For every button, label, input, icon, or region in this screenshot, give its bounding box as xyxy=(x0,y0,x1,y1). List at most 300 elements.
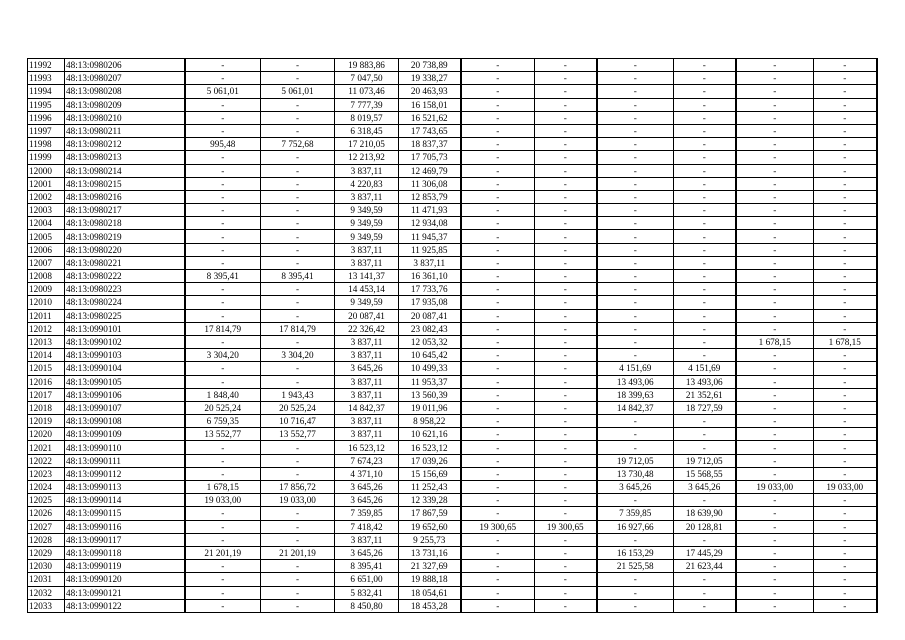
value-col-8-cell: - xyxy=(535,322,597,335)
value-col-4-cell: 5 061,01 xyxy=(261,85,335,98)
cadastral-number-cell: 48:13:0990115 xyxy=(65,507,185,520)
value-col-6-cell: 12 469,79 xyxy=(399,164,461,177)
value-col-3-cell: 17 814,79 xyxy=(185,322,261,335)
value-col-3-cell: 6 759,35 xyxy=(185,415,261,428)
value-col-3-cell: - xyxy=(185,98,261,111)
value-col-8-cell: - xyxy=(535,190,597,203)
value-col-12-cell: - xyxy=(814,454,877,467)
value-col-11-cell: - xyxy=(736,349,814,362)
row-number-cell: 11997 xyxy=(28,124,65,137)
value-col-4-cell: - xyxy=(261,111,335,124)
value-col-10-cell: 18 639,90 xyxy=(674,507,736,520)
table-row xyxy=(28,243,877,256)
value-col-12-cell: - xyxy=(814,401,877,414)
value-col-9-cell: - xyxy=(597,573,674,586)
value-col-7-cell: - xyxy=(461,217,535,230)
value-col-5-cell: 22 326,42 xyxy=(335,322,399,335)
value-col-5-cell: 7 777,39 xyxy=(335,98,399,111)
value-col-5-cell: 5 832,41 xyxy=(335,586,399,599)
cadastral-number-cell: 48:13:0980224 xyxy=(65,296,185,309)
value-col-6-cell: 21 327,69 xyxy=(399,560,461,573)
value-col-10-cell: 21 623,44 xyxy=(674,560,736,573)
value-col-3-cell: - xyxy=(185,335,261,348)
value-col-6-cell: 10 645,42 xyxy=(399,349,461,362)
value-col-10-cell: - xyxy=(674,335,736,348)
value-col-3-cell: 5 061,01 xyxy=(185,85,261,98)
value-col-11-cell: - xyxy=(736,546,814,559)
table-row xyxy=(28,401,877,414)
value-col-8-cell: - xyxy=(535,296,597,309)
value-col-9-cell: - xyxy=(597,270,674,283)
value-col-12-cell: - xyxy=(814,573,877,586)
value-col-10-cell: - xyxy=(674,270,736,283)
value-col-4-cell: - xyxy=(261,454,335,467)
cadastral-values-table xyxy=(27,58,878,613)
value-col-11-cell: - xyxy=(736,401,814,414)
row-number-cell: 12026 xyxy=(28,507,65,520)
value-col-5-cell: 3 837,11 xyxy=(335,335,399,348)
value-col-7-cell: 19 300,65 xyxy=(461,520,535,533)
table-row xyxy=(28,573,877,586)
value-col-11-cell: - xyxy=(736,520,814,533)
value-col-7-cell: - xyxy=(461,454,535,467)
value-col-11-cell: 19 033,00 xyxy=(736,481,814,494)
value-col-9-cell: - xyxy=(597,230,674,243)
row-number-cell: 12018 xyxy=(28,401,65,414)
value-col-8-cell: - xyxy=(535,138,597,151)
value-col-8-cell: - xyxy=(535,270,597,283)
value-col-3-cell: 21 201,19 xyxy=(185,546,261,559)
value-col-4-cell: - xyxy=(261,507,335,520)
value-col-3-cell: 995,48 xyxy=(185,138,261,151)
value-col-3-cell: - xyxy=(185,243,261,256)
value-col-4-cell: - xyxy=(261,599,335,612)
value-col-10-cell: - xyxy=(674,111,736,124)
value-col-3-cell: 20 525,24 xyxy=(185,401,261,414)
value-col-4-cell: - xyxy=(261,586,335,599)
value-col-5-cell: 3 645,26 xyxy=(335,494,399,507)
cadastral-number-cell: 48:13:0980215 xyxy=(65,177,185,190)
value-col-7-cell: - xyxy=(461,560,535,573)
value-col-3-cell: - xyxy=(185,190,261,203)
value-col-12-cell: 1 678,15 xyxy=(814,335,877,348)
row-number-cell: 12020 xyxy=(28,428,65,441)
table-row xyxy=(28,151,877,164)
value-col-8-cell: - xyxy=(535,362,597,375)
value-col-8-cell: - xyxy=(535,546,597,559)
value-col-10-cell: - xyxy=(674,256,736,269)
table-row xyxy=(28,59,877,72)
value-col-8-cell: - xyxy=(535,111,597,124)
value-col-7-cell: - xyxy=(461,467,535,480)
value-col-4-cell: - xyxy=(261,573,335,586)
value-col-7-cell: - xyxy=(461,573,535,586)
value-col-10-cell: - xyxy=(674,296,736,309)
value-col-5-cell: 3 837,11 xyxy=(335,533,399,546)
value-col-9-cell: - xyxy=(597,217,674,230)
value-col-10-cell: 20 128,81 xyxy=(674,520,736,533)
value-col-3-cell: - xyxy=(185,151,261,164)
table-row xyxy=(28,270,877,283)
cadastral-number-cell: 48:13:0980213 xyxy=(65,151,185,164)
value-col-11-cell: - xyxy=(736,98,814,111)
value-col-3-cell: 8 395,41 xyxy=(185,270,261,283)
cadastral-number-cell: 48:13:0990104 xyxy=(65,362,185,375)
value-col-3-cell: - xyxy=(185,599,261,612)
value-col-5-cell: 3 837,11 xyxy=(335,415,399,428)
cadastral-number-cell: 48:13:0980216 xyxy=(65,190,185,203)
value-col-10-cell: 17 445,29 xyxy=(674,546,736,559)
cadastral-number-cell: 48:13:0980225 xyxy=(65,309,185,322)
value-col-4-cell: - xyxy=(261,467,335,480)
value-col-5-cell: 3 837,11 xyxy=(335,164,399,177)
value-col-10-cell: - xyxy=(674,599,736,612)
cadastral-number-cell: 48:13:0980218 xyxy=(65,217,185,230)
value-col-4-cell: 13 552,77 xyxy=(261,428,335,441)
row-number-cell: 12030 xyxy=(28,560,65,573)
value-col-9-cell: - xyxy=(597,586,674,599)
value-col-7-cell: - xyxy=(461,533,535,546)
value-col-11-cell: - xyxy=(736,362,814,375)
row-number-cell: 12009 xyxy=(28,283,65,296)
value-col-9-cell: - xyxy=(597,98,674,111)
value-col-7-cell: - xyxy=(461,388,535,401)
value-col-12-cell: 19 033,00 xyxy=(814,481,877,494)
value-col-10-cell: 19 712,05 xyxy=(674,454,736,467)
value-col-7-cell: - xyxy=(461,401,535,414)
value-col-4-cell: - xyxy=(261,151,335,164)
value-col-7-cell: - xyxy=(461,190,535,203)
value-col-12-cell: - xyxy=(814,256,877,269)
value-col-3-cell: - xyxy=(185,309,261,322)
cadastral-number-cell: 48:13:0990110 xyxy=(65,441,185,454)
value-col-12-cell: - xyxy=(814,441,877,454)
value-col-9-cell: - xyxy=(597,204,674,217)
value-col-5-cell: 7 674,23 xyxy=(335,454,399,467)
table-row xyxy=(28,388,877,401)
value-col-3-cell: - xyxy=(185,533,261,546)
table-row xyxy=(28,560,877,573)
value-col-4-cell: 7 752,68 xyxy=(261,138,335,151)
cadastral-number-cell: 48:13:0980217 xyxy=(65,204,185,217)
cadastral-number-cell: 48:13:0990108 xyxy=(65,415,185,428)
value-col-8-cell: - xyxy=(535,59,597,72)
cadastral-number-cell: 48:13:0980210 xyxy=(65,111,185,124)
value-col-5-cell: 3 837,11 xyxy=(335,349,399,362)
value-col-9-cell: - xyxy=(597,138,674,151)
value-col-10-cell: 18 727,59 xyxy=(674,401,736,414)
value-col-9-cell: - xyxy=(597,72,674,85)
value-col-5-cell: 20 087,41 xyxy=(335,309,399,322)
value-col-7-cell: - xyxy=(461,441,535,454)
value-col-4-cell: - xyxy=(261,362,335,375)
value-col-8-cell: - xyxy=(535,507,597,520)
value-col-4-cell: 21 201,19 xyxy=(261,546,335,559)
value-col-7-cell: - xyxy=(461,309,535,322)
value-col-8-cell: - xyxy=(535,72,597,85)
value-col-9-cell: - xyxy=(597,296,674,309)
cadastral-number-cell: 48:13:0980223 xyxy=(65,283,185,296)
value-col-3-cell: - xyxy=(185,283,261,296)
value-col-7-cell: - xyxy=(461,151,535,164)
value-col-5-cell: 6 318,45 xyxy=(335,124,399,137)
row-number-cell: 12010 xyxy=(28,296,65,309)
value-col-7-cell: - xyxy=(461,85,535,98)
value-col-11-cell: - xyxy=(736,190,814,203)
table-row xyxy=(28,111,877,124)
table-row xyxy=(28,441,877,454)
value-col-5-cell: 3 837,11 xyxy=(335,428,399,441)
value-col-5-cell: 3 837,11 xyxy=(335,375,399,388)
value-col-4-cell: - xyxy=(261,72,335,85)
value-col-8-cell: - xyxy=(535,428,597,441)
value-col-3-cell: - xyxy=(185,164,261,177)
row-number-cell: 12014 xyxy=(28,349,65,362)
value-col-5-cell: 7 047,50 xyxy=(335,72,399,85)
value-col-8-cell: - xyxy=(535,415,597,428)
value-col-9-cell: - xyxy=(597,599,674,612)
value-col-8-cell: - xyxy=(535,98,597,111)
value-col-8-cell: - xyxy=(535,481,597,494)
value-col-9-cell: - xyxy=(597,322,674,335)
value-col-7-cell: - xyxy=(461,546,535,559)
row-number-cell: 12017 xyxy=(28,388,65,401)
row-number-cell: 12033 xyxy=(28,599,65,612)
value-col-12-cell: - xyxy=(814,85,877,98)
value-col-8-cell: - xyxy=(535,217,597,230)
value-col-7-cell: - xyxy=(461,349,535,362)
value-col-5-cell: 7 359,85 xyxy=(335,507,399,520)
value-col-10-cell: - xyxy=(674,283,736,296)
value-col-12-cell: - xyxy=(814,283,877,296)
value-col-3-cell: - xyxy=(185,586,261,599)
row-number-cell: 11994 xyxy=(28,85,65,98)
value-col-12-cell: - xyxy=(814,349,877,362)
value-col-12-cell: - xyxy=(814,520,877,533)
value-col-6-cell: 16 521,62 xyxy=(399,111,461,124)
value-col-10-cell: - xyxy=(674,98,736,111)
value-col-10-cell: - xyxy=(674,322,736,335)
cadastral-number-cell: 48:13:0990107 xyxy=(65,401,185,414)
cadastral-number-cell: 48:13:0990120 xyxy=(65,573,185,586)
row-number-cell: 12013 xyxy=(28,335,65,348)
value-col-4-cell: - xyxy=(261,190,335,203)
row-number-cell: 12027 xyxy=(28,520,65,533)
value-col-12-cell: - xyxy=(814,428,877,441)
value-col-9-cell: - xyxy=(597,243,674,256)
value-col-12-cell: - xyxy=(814,72,877,85)
value-col-6-cell: 19 888,18 xyxy=(399,573,461,586)
value-col-3-cell: - xyxy=(185,59,261,72)
value-col-11-cell: - xyxy=(736,164,814,177)
value-col-9-cell: - xyxy=(597,164,674,177)
value-col-6-cell: 11 945,37 xyxy=(399,230,461,243)
value-col-7-cell: - xyxy=(461,59,535,72)
value-col-4-cell: - xyxy=(261,533,335,546)
value-col-9-cell: 18 399,63 xyxy=(597,388,674,401)
value-col-9-cell: - xyxy=(597,256,674,269)
cadastral-number-cell: 48:13:0980214 xyxy=(65,164,185,177)
value-col-5-cell: 7 418,42 xyxy=(335,520,399,533)
value-col-11-cell: - xyxy=(736,85,814,98)
value-col-12-cell: - xyxy=(814,586,877,599)
value-col-11-cell: - xyxy=(736,217,814,230)
value-col-5-cell: 6 651,00 xyxy=(335,573,399,586)
value-col-10-cell: - xyxy=(674,59,736,72)
value-col-8-cell: - xyxy=(535,204,597,217)
value-col-11-cell: - xyxy=(736,599,814,612)
value-col-6-cell: 15 156,69 xyxy=(399,467,461,480)
value-col-7-cell: - xyxy=(461,428,535,441)
table-body xyxy=(28,59,877,613)
value-col-9-cell: - xyxy=(597,335,674,348)
value-col-6-cell: 18 054,61 xyxy=(399,586,461,599)
table-row xyxy=(28,507,877,520)
value-col-12-cell: - xyxy=(814,111,877,124)
value-col-4-cell: - xyxy=(261,256,335,269)
row-number-cell: 12025 xyxy=(28,494,65,507)
value-col-3-cell: - xyxy=(185,204,261,217)
value-col-10-cell: - xyxy=(674,204,736,217)
value-col-11-cell: - xyxy=(736,177,814,190)
value-col-7-cell: - xyxy=(461,375,535,388)
value-col-6-cell: 17 867,59 xyxy=(399,507,461,520)
row-number-cell: 11996 xyxy=(28,111,65,124)
value-col-3-cell: - xyxy=(185,375,261,388)
value-col-3-cell: - xyxy=(185,217,261,230)
value-col-8-cell: - xyxy=(535,177,597,190)
value-col-11-cell: - xyxy=(736,124,814,137)
table-row xyxy=(28,177,877,190)
cadastral-number-cell: 48:13:0980212 xyxy=(65,138,185,151)
value-col-11-cell: - xyxy=(736,586,814,599)
table-row xyxy=(28,586,877,599)
value-col-4-cell: 17 856,72 xyxy=(261,481,335,494)
value-col-8-cell: - xyxy=(535,124,597,137)
value-col-3-cell: 13 552,77 xyxy=(185,428,261,441)
value-col-8-cell: - xyxy=(535,375,597,388)
value-col-11-cell: 1 678,15 xyxy=(736,335,814,348)
value-col-12-cell: - xyxy=(814,546,877,559)
table-row xyxy=(28,309,877,322)
value-col-5-cell: 14 453,14 xyxy=(335,283,399,296)
row-number-cell: 12024 xyxy=(28,481,65,494)
value-col-3-cell: - xyxy=(185,296,261,309)
value-col-11-cell: - xyxy=(736,533,814,546)
value-col-10-cell: - xyxy=(674,151,736,164)
value-col-12-cell: - xyxy=(814,151,877,164)
value-col-9-cell: - xyxy=(597,349,674,362)
value-col-6-cell: 18 453,28 xyxy=(399,599,461,612)
value-col-9-cell: 4 151,69 xyxy=(597,362,674,375)
value-col-5-cell: 11 073,46 xyxy=(335,85,399,98)
value-col-4-cell: - xyxy=(261,309,335,322)
value-col-8-cell: - xyxy=(535,388,597,401)
value-col-6-cell: 8 958,22 xyxy=(399,415,461,428)
row-number-cell: 12005 xyxy=(28,230,65,243)
value-col-12-cell: - xyxy=(814,138,877,151)
table-row xyxy=(28,322,877,335)
value-col-8-cell: 19 300,65 xyxy=(535,520,597,533)
value-col-12-cell: - xyxy=(814,243,877,256)
value-col-11-cell: - xyxy=(736,415,814,428)
value-col-4-cell: 20 525,24 xyxy=(261,401,335,414)
value-col-7-cell: - xyxy=(461,177,535,190)
value-col-3-cell: - xyxy=(185,111,261,124)
value-col-9-cell: 16 927,66 xyxy=(597,520,674,533)
table-row xyxy=(28,72,877,85)
table-row xyxy=(28,481,877,494)
value-col-9-cell: 3 645,26 xyxy=(597,481,674,494)
value-col-3-cell: - xyxy=(185,454,261,467)
value-col-4-cell: - xyxy=(261,335,335,348)
value-col-3-cell: - xyxy=(185,177,261,190)
value-col-9-cell: - xyxy=(597,177,674,190)
value-col-3-cell: - xyxy=(185,573,261,586)
cadastral-number-cell: 48:13:0990121 xyxy=(65,586,185,599)
row-number-cell: 12028 xyxy=(28,533,65,546)
value-col-5-cell: 3 837,11 xyxy=(335,256,399,269)
value-col-9-cell: 19 712,05 xyxy=(597,454,674,467)
value-col-6-cell: 11 306,08 xyxy=(399,177,461,190)
value-col-8-cell: - xyxy=(535,164,597,177)
value-col-5-cell: 14 842,37 xyxy=(335,401,399,414)
value-col-4-cell: 19 033,00 xyxy=(261,494,335,507)
value-col-3-cell: - xyxy=(185,467,261,480)
value-col-6-cell: 16 523,12 xyxy=(399,441,461,454)
table-row xyxy=(28,520,877,533)
value-col-8-cell: - xyxy=(535,230,597,243)
value-col-9-cell: 7 359,85 xyxy=(597,507,674,520)
cadastral-number-cell: 48:13:0980211 xyxy=(65,124,185,137)
value-col-3-cell: - xyxy=(185,124,261,137)
value-col-11-cell: - xyxy=(736,428,814,441)
value-col-10-cell: - xyxy=(674,533,736,546)
value-col-5-cell: 16 523,12 xyxy=(335,441,399,454)
row-number-cell: 12029 xyxy=(28,546,65,559)
value-col-5-cell: 3 645,26 xyxy=(335,481,399,494)
value-col-4-cell: 8 395,41 xyxy=(261,270,335,283)
value-col-7-cell: - xyxy=(461,507,535,520)
value-col-7-cell: - xyxy=(461,335,535,348)
row-number-cell: 12011 xyxy=(28,309,65,322)
value-col-10-cell: - xyxy=(674,428,736,441)
value-col-3-cell: - xyxy=(185,507,261,520)
value-col-9-cell: - xyxy=(597,111,674,124)
value-col-12-cell: - xyxy=(814,388,877,401)
value-col-12-cell: - xyxy=(814,507,877,520)
value-col-7-cell: - xyxy=(461,599,535,612)
value-col-10-cell: 15 568,55 xyxy=(674,467,736,480)
cadastral-number-cell: 48:13:0980206 xyxy=(65,59,185,72)
value-col-3-cell: 1 848,40 xyxy=(185,388,261,401)
value-col-6-cell: 19 652,60 xyxy=(399,520,461,533)
value-col-9-cell: - xyxy=(597,441,674,454)
value-col-11-cell: - xyxy=(736,375,814,388)
value-col-7-cell: - xyxy=(461,243,535,256)
value-col-6-cell: 11 953,37 xyxy=(399,375,461,388)
value-col-7-cell: - xyxy=(461,481,535,494)
value-col-4-cell: 17 814,79 xyxy=(261,322,335,335)
cadastral-number-cell: 48:13:0980207 xyxy=(65,72,185,85)
value-col-6-cell: 12 934,08 xyxy=(399,217,461,230)
value-col-11-cell: - xyxy=(736,243,814,256)
value-col-12-cell: - xyxy=(814,494,877,507)
value-col-6-cell: 12 053,32 xyxy=(399,335,461,348)
value-col-7-cell: - xyxy=(461,256,535,269)
value-col-6-cell: 13 731,16 xyxy=(399,546,461,559)
value-col-10-cell: - xyxy=(674,138,736,151)
